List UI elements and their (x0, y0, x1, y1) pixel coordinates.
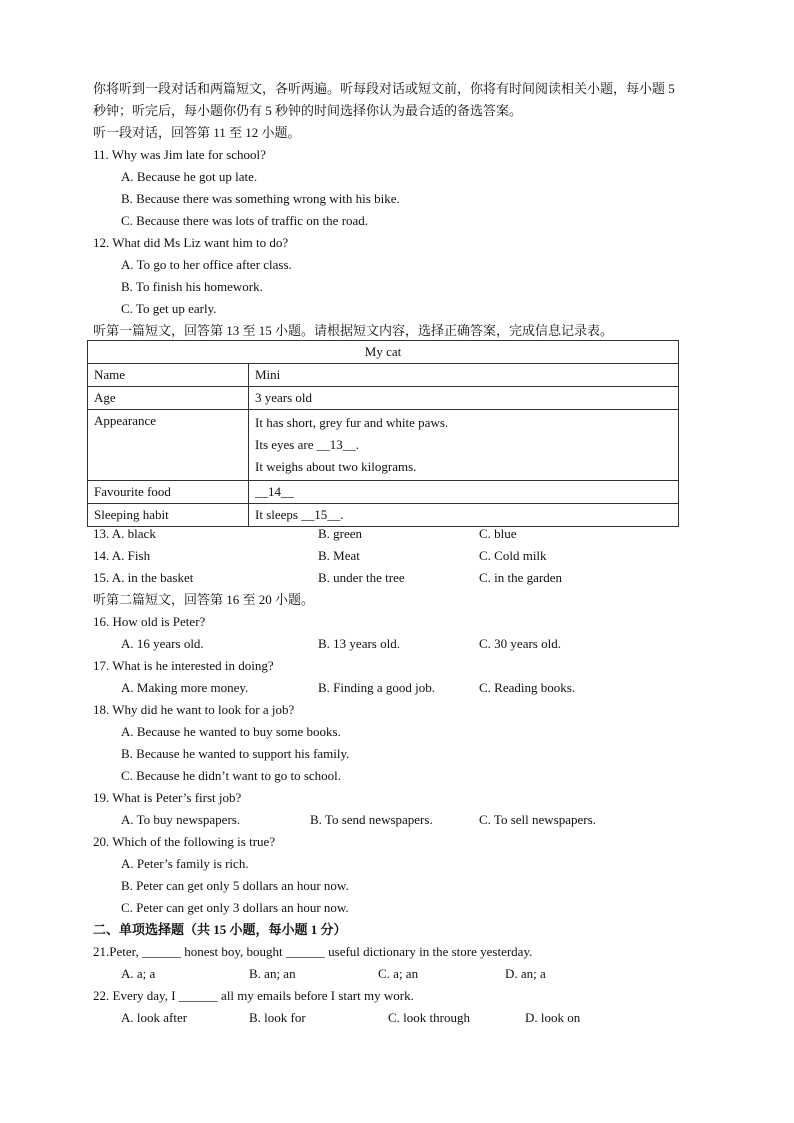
sleep-end: . (340, 507, 344, 522)
q11-option-a: A. Because he got up late. (121, 169, 258, 184)
question-16: 16. How old is Peter? (93, 614, 206, 629)
q20-option-b: B. Peter can get only 5 dollars an hour now. (121, 878, 349, 893)
q20-option-a: A. Peter’s family is rich. (121, 856, 249, 871)
q22-option-d: D. look on (525, 1010, 581, 1025)
table-title: My cat (88, 341, 679, 364)
question-11: 11. Why was Jim late for school? (93, 147, 266, 162)
passage1-heading: 听第一篇短文，回答第 13 至 15 小题。请根据短文内容，选择正确答案，完成信息记录表。 (93, 323, 614, 338)
q14-option-b: B. Meat (318, 548, 360, 563)
q22-option-b: B. look for (249, 1010, 306, 1025)
appearance-line-2-end: . (355, 437, 359, 452)
q13-option-c: C. blue (479, 526, 517, 541)
q16-option-a: A. 16 years old. (121, 636, 204, 651)
appearance-line-3: It weighs about two kilograms. (255, 459, 417, 474)
q13-option-b: B. green (318, 526, 363, 541)
q18-option-a: A. Because he wanted to buy some books. (121, 724, 341, 739)
q11-option-c: C. Because there was lots of traffic on the road. (121, 213, 369, 228)
q12-option-c: C. To get up early. (121, 301, 217, 316)
question-14: 14. A. Fish (93, 548, 151, 563)
q18-option-b: B. Because he wanted to support his family. (121, 746, 350, 761)
q17-option-b: B. Finding a good job. (318, 680, 436, 695)
q15-option-b: B. under the tree (318, 570, 405, 585)
q12-option-b: B. To finish his homework. (121, 279, 263, 294)
intro-line-1: 你将听到一段对话和两篇短文，各听两遍。听每段对话或短文前，你将有时间阅读相关小题，每小题 5 (93, 81, 675, 96)
section2-heading: 二、单项选择题（共 15 小题，每小题 1 分） (93, 922, 347, 937)
appearance-line-2 (255, 434, 672, 456)
q21-option-d: D. an; a (505, 966, 546, 981)
q17-option-a: A. Making more money. (121, 680, 249, 695)
dialog-heading: 听一段对话，回答第 11 至 12 小题。 (93, 125, 301, 140)
q16-option-b: B. 13 years old. (318, 636, 400, 651)
question-18: 18. Why did he want to look for a job? (93, 702, 295, 717)
q20-option-c: C. Peter can get only 3 dollars an hour now. (121, 900, 349, 915)
sleep-label: Sleeping habit (88, 504, 249, 527)
blank-15: __15__ (301, 507, 341, 522)
q17-option-c: C. Reading books. (479, 680, 576, 695)
food-value (249, 481, 679, 504)
name-value: Mini (249, 364, 679, 387)
question-13: 13. A. black (93, 526, 156, 541)
passage2-heading: 听第二篇短文，回答第 16 至 20 小题。 (93, 592, 315, 607)
name-label: Name (88, 364, 249, 387)
question-19: 19. What is Peter’s first job? (93, 790, 242, 805)
q21-option-b: B. an; an (249, 966, 296, 981)
q14-option-c: C. Cold milk (479, 548, 547, 563)
q21-option-c: C. a; an (378, 966, 419, 981)
q18-option-c: C. Because he didn’t want to go to school. (121, 768, 342, 783)
q22-option-c: C. look through (388, 1010, 470, 1025)
intro-line-2: 秒钟；听完后，每小题你仍有 5 秒钟的时间选择你认为最合适的备选答案。 (93, 103, 523, 118)
q12-option-a: A. To go to her office after class. (121, 257, 292, 272)
blank-13: __13__ (316, 437, 356, 452)
sleep-text: It sleeps (255, 507, 302, 522)
age-label: Age (88, 387, 249, 410)
appearance-label: Appearance (88, 410, 249, 481)
q11-option-b: B. Because there was something wrong with his bike. (121, 191, 400, 206)
appearance-line-1: It has short, grey fur and white paws. (255, 415, 449, 430)
q19-option-a: A. To buy newspapers. (121, 812, 241, 827)
q21-option-a: A. a; a (121, 966, 156, 981)
question-22: 22. Every day, I ______ all my emails before I start my work. (93, 988, 414, 1003)
question-12: 12. What did Ms Liz want him to do? (93, 235, 289, 250)
age-value: 3 years old (249, 387, 679, 410)
question-17: 17. What is he interested in doing? (93, 658, 274, 673)
question-21: 21.Peter, ______ honest boy, bought ______ useful dictionary in the store yesterday. (93, 944, 533, 959)
appearance-line-2-text: Its eyes are (255, 437, 317, 452)
food-label: Favourite food (88, 481, 249, 504)
q19-option-b: B. To send newspapers. (310, 812, 433, 827)
sleep-value (249, 504, 679, 527)
q19-option-c: C. To sell newspapers. (479, 812, 596, 827)
q15-option-c: C. in the garden (479, 570, 563, 585)
question-15: 15. A. in the basket (93, 570, 194, 585)
appearance-value (249, 410, 679, 481)
q16-option-c: C. 30 years old. (479, 636, 561, 651)
info-record-table (87, 340, 679, 527)
blank-14: __14__ (255, 484, 294, 499)
q22-option-a: A. look after (121, 1010, 188, 1025)
question-20: 20. Which of the following is true? (93, 834, 276, 849)
